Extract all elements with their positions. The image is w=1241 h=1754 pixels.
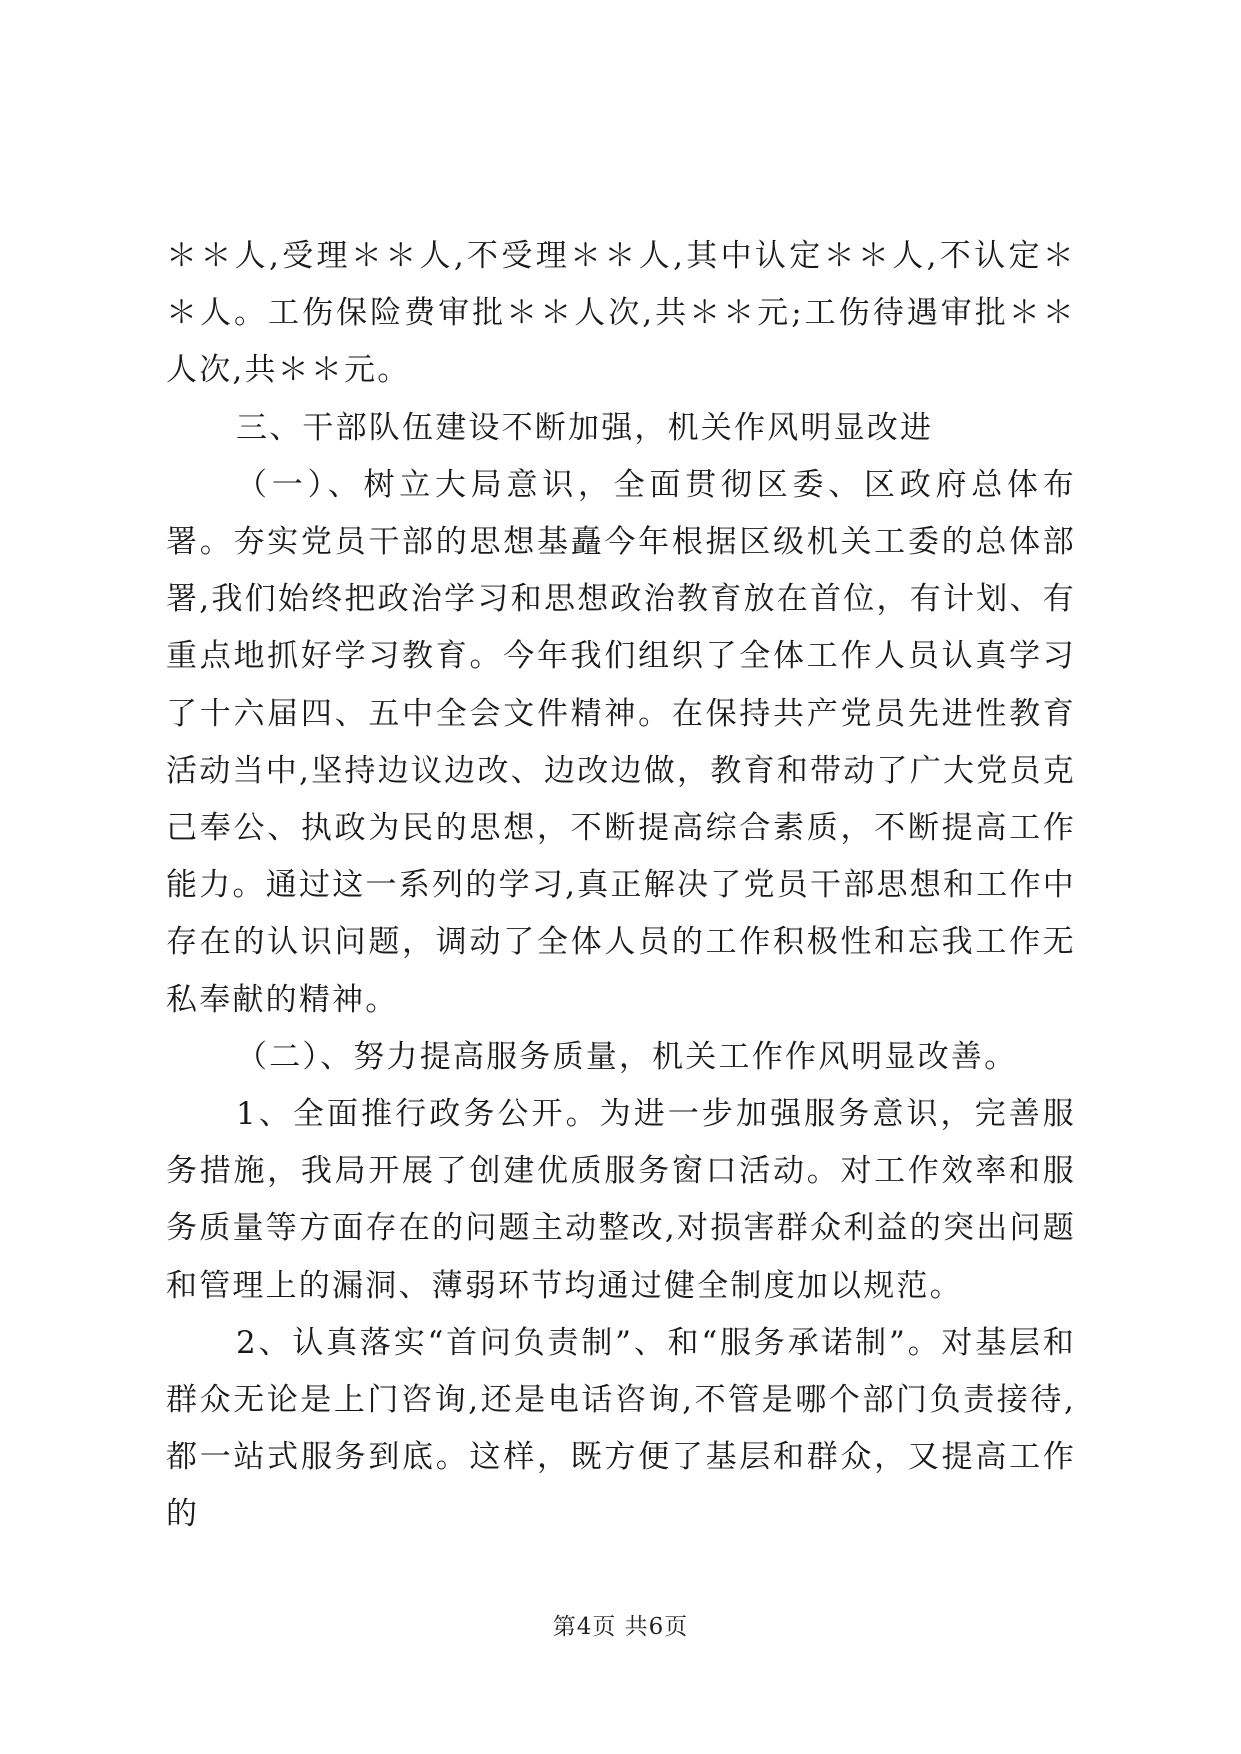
document-body: [166, 228, 1076, 1544]
paragraph-item-one: 1、全面推行政务公开。为进一步加强服务意识，完善服务措施，我局开展了创建优质服务窗口活动。对工作效率和服务质量等方面存在的问题主动整改,对损害群众利益的突出问题和管理上的漏洞、薄弱环节均通过健全制度加以规范。: [166, 1096, 1076, 1304]
paragraph-subsection-one: （一）、树立大局意识，全面贯彻区委、区政府总体布署。夯实党员干部的思想基矗今年根据区级机关工委的总体部署,我们始终把政治学习和思想政治教育放在首位，有计划、有重点地抓好学习教育。今年我们组织了全体工作人员认真学习了十六届四、五中全会文件精神。在保持共产党员先进性教育活动当中,坚持边议边改、边改边做，教育和带动了广大党员克己奉公、执政为民的思想，不断提高综合素质，不断提高工作能力。通过这一系列的学习,真正解决了党员干部思想和工作中存在的认识问题，调动了全体人员的工作积极性和忘我工作无私奉献的精神。: [166, 466, 1076, 1018]
page-footer: 第4页 共6页: [552, 1614, 689, 1640]
section-heading-three: 三、干部队伍建设不断加强，机关作风明显改进: [236, 409, 934, 446]
subsection-heading-two: （二）、努力提高服务质量，机关工作作风明显改善。: [236, 1038, 1018, 1075]
paragraph-work-injury-stats: ＊＊人,受理＊＊人,不受理＊＊人,其中认定＊＊人,不认定＊＊人。工伤保险费审批＊＊人次,共＊＊元;工伤待遇审批＊＊人次,共＊＊元。: [166, 238, 1076, 389]
paragraph-item-two: 2、认真落实“首问负责制”、和“服务承诺制”。对基层和群众无论是上门咨询,还是电话咨询,不管是哪个部门负责接待,都一站式服务到底。这样，既方便了基层和群众，又提高工作的: [166, 1324, 1076, 1533]
